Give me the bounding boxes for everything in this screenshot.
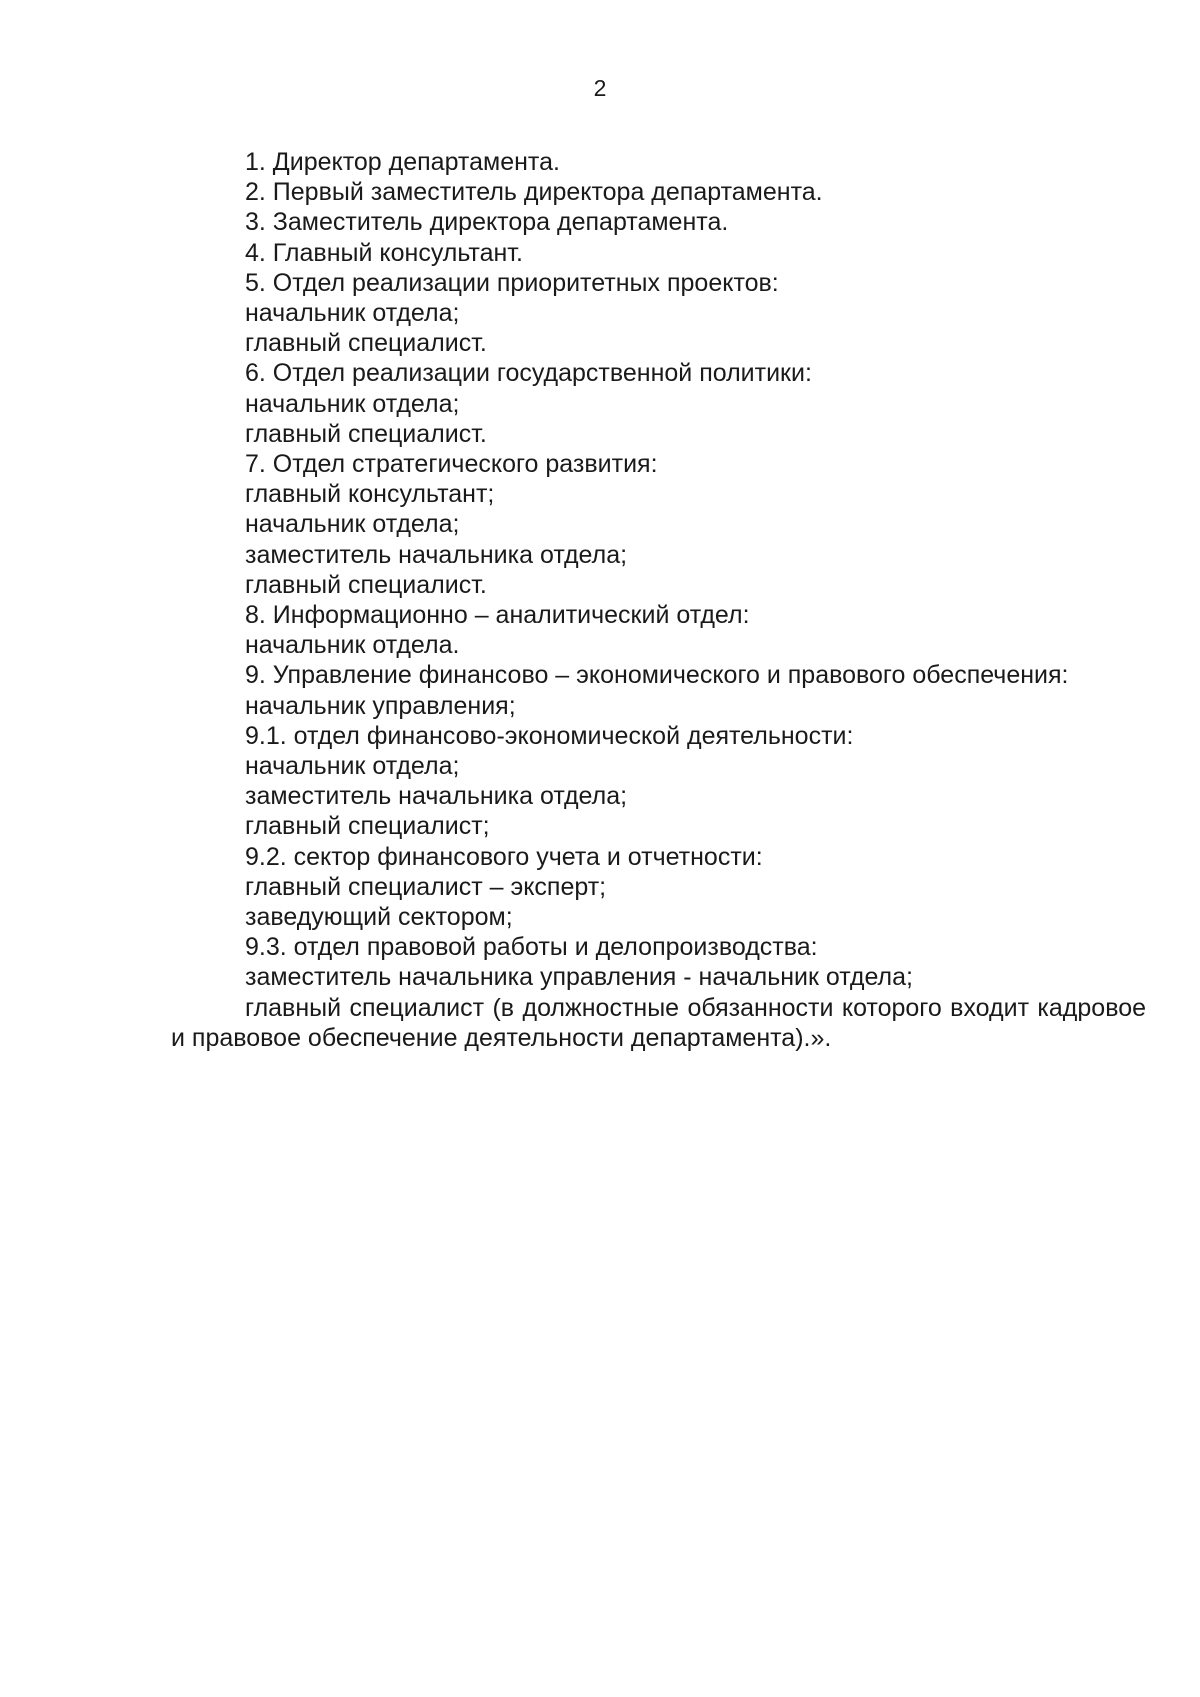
list-item: начальник отдела. bbox=[245, 631, 460, 660]
list-item: заведующий сектором; bbox=[245, 903, 513, 932]
list-item: 9.1. отдел финансово-экономической деятельности: bbox=[245, 721, 854, 750]
list-item: заместитель начальника управления - начальник отдела; bbox=[245, 963, 913, 992]
final-paragraph: главный специалист (в должностные обязанности которого входит кадровое и правовое обеспечение деятельности департамента).». bbox=[171, 993, 1146, 1052]
list-item: главный специалист. bbox=[245, 570, 487, 599]
list-item: 6. Отдел реализации государственной политики: bbox=[245, 359, 812, 388]
list-item: 2. Первый заместитель директора департамента. bbox=[245, 178, 823, 207]
list-item: 1. Директор департамента. bbox=[245, 148, 560, 176]
page-number: 2 bbox=[593, 75, 607, 101]
list-item: заместитель начальника отдела; bbox=[245, 540, 628, 569]
list-item: главный специалист. bbox=[245, 419, 487, 448]
list-item: начальник отдела; bbox=[245, 752, 460, 781]
list-item: 3. Заместитель директора департамента. bbox=[245, 208, 729, 237]
list-item: начальник отдела; bbox=[245, 510, 460, 539]
list-item: начальник отдела; bbox=[245, 299, 460, 328]
list-item: 9. Управление финансово – экономического и правового обеспечения: bbox=[245, 661, 1069, 690]
list-item: 9.3. отдел правовой работы и делопроизводства: bbox=[245, 933, 818, 962]
list-item: главный консультант; bbox=[245, 480, 495, 509]
document-body bbox=[171, 147, 1146, 1053]
list-item: 8. Информационно – аналитический отдел: bbox=[245, 601, 750, 630]
list-item: 4. Главный консультант. bbox=[245, 238, 523, 267]
list-item: 7. Отдел стратегического развития: bbox=[245, 450, 658, 479]
list-item: начальник управления; bbox=[245, 691, 516, 720]
list-item: начальник отдела; bbox=[245, 389, 460, 418]
list-item: заместитель начальника отдела; bbox=[245, 782, 628, 811]
list-item: главный специалист; bbox=[245, 812, 490, 841]
list-item: 9.2. сектор финансового учета и отчетности: bbox=[245, 842, 763, 871]
list-item: главный специалист. bbox=[245, 329, 487, 358]
list-item: главный специалист – эксперт; bbox=[245, 872, 607, 901]
list-item: 5. Отдел реализации приоритетных проектов: bbox=[245, 268, 779, 297]
